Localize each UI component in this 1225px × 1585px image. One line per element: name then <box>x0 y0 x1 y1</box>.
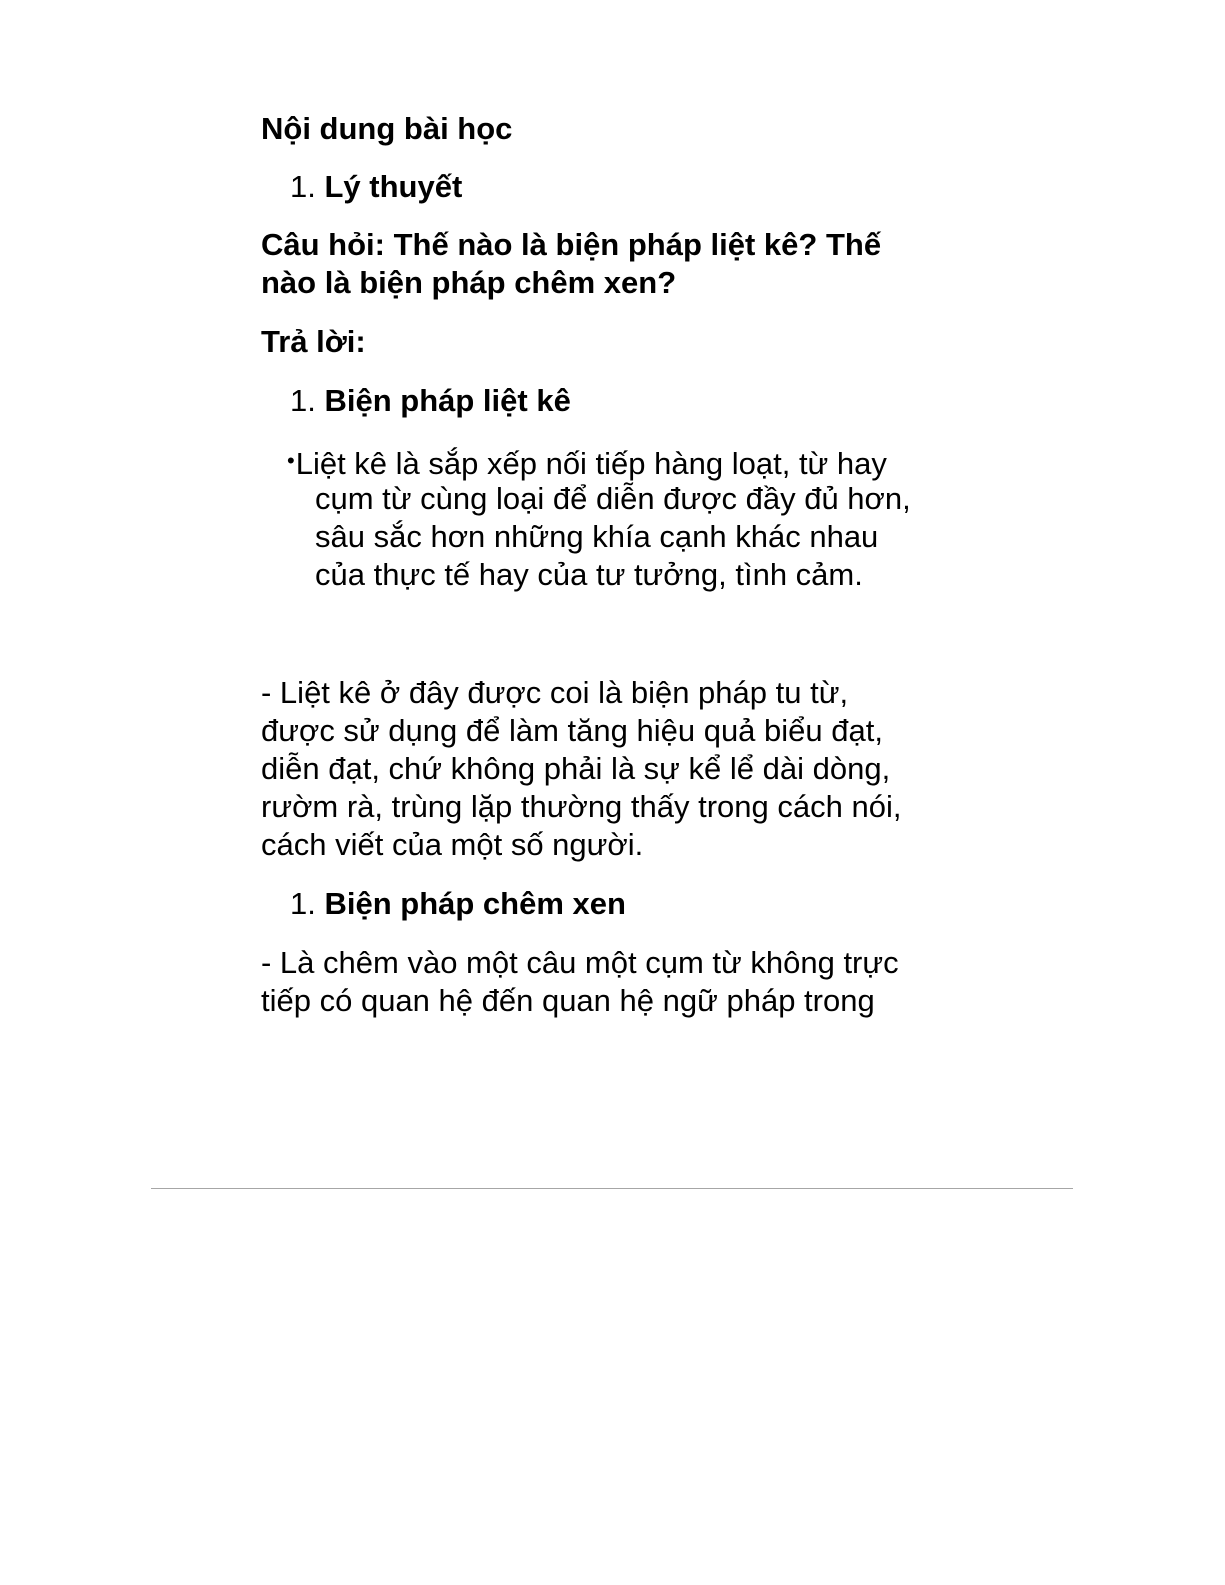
answer-label: Trả lời: <box>261 324 366 359</box>
list-paragraph-line-5: cách viết của một số người. <box>261 827 644 862</box>
page-heading: Nội dung bài học <box>261 111 513 146</box>
question-line-2: nào là biện pháp chêm xen? <box>261 265 677 300</box>
bullet-line-3: sâu sắc hơn những khía cạnh khác nhau <box>315 519 879 554</box>
list-technique-title: Biện pháp liệt kê <box>324 383 571 418</box>
list-paragraph-line-3: diễn đạt, chứ không phải là sự kể lể dài dòng, <box>261 751 891 786</box>
list-number: 1. <box>290 383 316 418</box>
list-paragraph-line-1: - Liệt kê ở đây được coi là biện pháp tu từ, <box>261 675 849 710</box>
insert-paragraph-line-2: tiếp có quan hệ đến quan hệ ngữ pháp trong <box>261 983 875 1018</box>
bullet-icon: • <box>287 448 295 473</box>
list-technique-heading <box>290 382 571 419</box>
page-divider <box>151 1188 1073 1189</box>
list-paragraph-line-2: được sử dụng để làm tăng hiệu quả biểu đạt, <box>261 713 883 748</box>
bullet-text: Liệt kê là sắp xếp nối tiếp hàng loạt, từ hay <box>295 446 887 481</box>
insert-technique-heading <box>290 885 626 922</box>
list-paragraph-line-4: rườm rà, trùng lặp thường thấy trong cách nói, <box>261 789 902 824</box>
bullet-line-4: của thực tế hay của tư tưởng, tình cảm. <box>315 557 863 592</box>
insert-technique-title: Biện pháp chêm xen <box>324 886 626 921</box>
theory-list-item <box>290 168 462 205</box>
list-number: 1. <box>290 886 316 921</box>
list-number: 1. <box>290 169 316 204</box>
question-line-1: Câu hỏi: Thế nào là biện pháp liệt kê? Thế <box>261 227 882 262</box>
bullet-line-2: cụm từ cùng loại để diễn được đầy đủ hơn, <box>315 481 911 516</box>
bullet-line-1 <box>287 442 887 482</box>
theory-title: Lý thuyết <box>324 169 463 204</box>
insert-paragraph-line-1: - Là chêm vào một câu một cụm từ không trực <box>261 945 899 980</box>
